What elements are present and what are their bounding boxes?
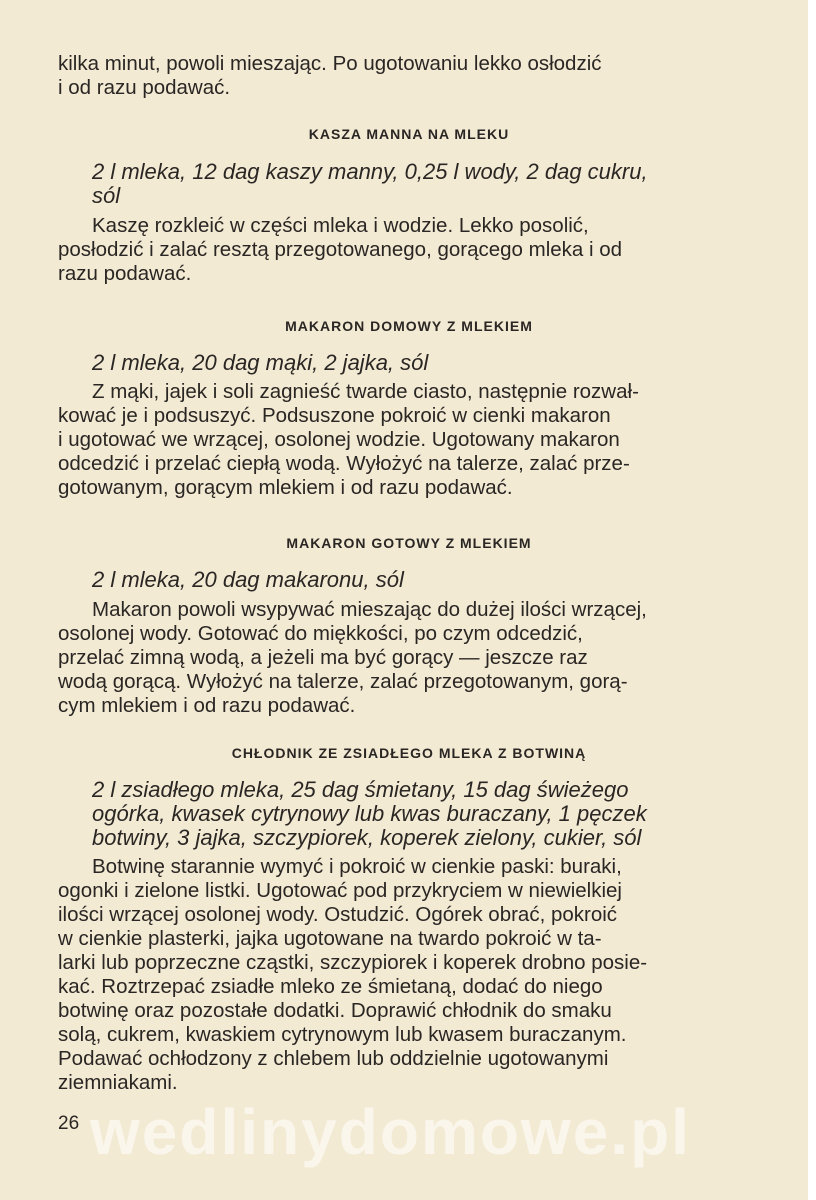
recipe-ingredients [92,778,760,850]
text-line: cym mlekiem i od razu podawać. [58,694,356,717]
watermark: wedlinydomowe.pl [90,1096,691,1168]
text-line: posłodzić i zalać resztą przegotowanego, gorącego mleka i od [58,238,623,261]
text-line: Botwinę starannie wymyć i pokroić w cienkie paski: buraki, [92,855,622,878]
text-line: gotowanym, gorącym mlekiem i od razu podawać. [58,476,513,499]
intro-paragraph [58,52,760,100]
text-line: 2 l zsiadłego mleka, 25 dag śmietany, 15 dag świeżego [92,777,629,802]
recipe-instructions [58,598,760,718]
recipe-ingredients [92,160,760,208]
page-number: 26 [58,1113,80,1134]
text-line: kać. Roztrzepać zsiadłe mleko ze śmietaną, dodać do niego [58,975,603,998]
recipe-title: MAKARON DOMOWY Z MLEKIEM [285,318,533,334]
text-line: i ugotować we wrzącej, osolonej wodzie. Ugotowany makaron [58,428,620,451]
recipe-ingredients [92,351,760,375]
text-line: botwiny, 3 jajka, szczypiorek, koperek zielony, cukier, sól [92,825,642,850]
text-line: ziemniakami. [58,1071,178,1094]
text-line: kilka minut, powoli mieszając. Po ugotowaniu lekko osłodzić [58,52,602,75]
recipe-instructions [58,214,760,286]
text-line: Z mąki, jajek i soli zagnieść twarde ciasto, następnie rozwał- [92,380,639,403]
text-line: larki lub poprzeczne cząstki, szczypiorek i koperek drobno posie- [58,951,648,974]
recipe-title: KASZA MANNA NA MLEKU [308,126,510,142]
recipe-instructions [58,855,760,1095]
text-line: solą, cukrem, kwaskiem cytrynowym lub kwasem buraczanym. [58,1023,627,1046]
text-line: razu podawać. [58,262,192,285]
text-line: 2 l mleka, 20 dag makaronu, sól [92,567,404,592]
text-line: kować je i podsuszyć. Podsuszone pokroić w cienki makaron [58,404,611,427]
recipe-title: CHŁODNIK ZE ZSIADŁEGO MLEKA Z BOTWINĄ [231,745,587,761]
text-line: ilości wrzącej osolonej wody. Ostudzić. Ogórek obrać, pokroić [58,903,618,926]
recipe-title: MAKARON GOTOWY Z MLEKIEM [286,535,532,551]
text-line: i od razu podawać. [58,76,231,99]
text-line: Kaszę rozkleić w części mleka i wodzie. Lekko posolić, [92,214,589,237]
text-line: odcedzić i przelać ciepłą wodą. Wyłożyć na talerze, zalać prze- [58,452,630,475]
text-line: ogórka, kwasek cytrynowy lub kwas buraczany, 1 pęczek [92,801,647,826]
text-line: Makaron powoli wsypywać mieszając do dużej ilości wrzącej, [92,598,647,621]
recipe-instructions [58,380,760,500]
text-line: wodą gorącą. Wyłożyć na talerze, zalać przegotowanym, gorą- [58,670,628,693]
text-line: w cienkie plasterki, jajka ugotowane na twardo pokroić w ta- [58,927,602,950]
recipe-ingredients [92,568,760,592]
text-line: ogonki i zielone listki. Ugotować pod przykryciem w niewielkiej [58,879,622,902]
text-line: osolonej wody. Gotować do miękkości, po czym odcedzić, [58,622,583,645]
text-line: Podawać ochłodzony z chlebem lub oddzielnie ugotowanymi [58,1047,609,1070]
text-line: 2 l mleka, 12 dag kaszy manny, 0,25 l wody, 2 dag cukru, [92,159,648,184]
text-line: sól [92,183,121,208]
scan-edge [808,0,816,1200]
text-line: 2 l mleka, 20 dag mąki, 2 jajka, sól [92,350,429,375]
text-line: przelać zimną wodą, a jeżeli ma być gorący — jeszcze raz [58,646,588,669]
text-line: botwinę oraz pozostałe dodatki. Doprawić chłodnik do smaku [58,999,612,1022]
